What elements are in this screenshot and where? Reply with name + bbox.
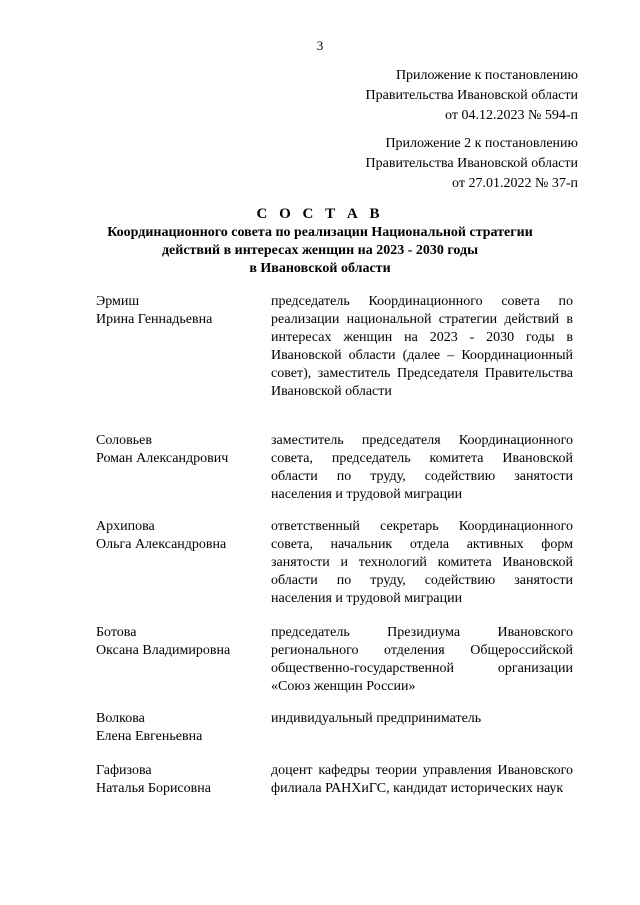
member-surname: Гафизова (96, 763, 152, 778)
member-given-name: Роман Александрович (96, 451, 229, 466)
appendix-current-reference (366, 66, 578, 126)
member-given-name: Елена Евгеньевна (96, 729, 203, 744)
member-role: доцент кафедры теории управления Ивановского филиала РАНХиГС, кандидат исторических наук (271, 763, 573, 796)
appendix-line: Приложение к постановлению (395, 68, 578, 83)
member-given-name: Ольга Александровна (96, 537, 227, 552)
member-name (96, 762, 266, 798)
appendix-line: Правительства Ивановской области (365, 156, 578, 171)
member-name (96, 518, 266, 554)
document-title: С О С Т А В (256, 206, 384, 222)
appendix-line: Правительства Ивановской области (365, 88, 578, 103)
member-surname: Эрмиш (96, 294, 140, 309)
subtitle-line: Координационного совета по реализации Национальной стратегии (107, 225, 533, 240)
subtitle-line: в Ивановской области (249, 261, 391, 276)
member-name (96, 293, 266, 329)
member-surname: Ботова (96, 625, 137, 640)
member-given-name: Наталья Борисовна (96, 781, 211, 796)
member-given-name: Ирина Геннадьевна (96, 312, 213, 327)
member-name (96, 432, 266, 468)
appendix-line: от 27.01.2022 № 37-п (452, 176, 578, 191)
appendix-line: Приложение 2 к постановлению (385, 136, 578, 151)
member-role: председатель Координационного совета по реализации национальной стратегии действий в интересах женщин на 2023 - 2030 годы в Ивановской области (далее – Координационный совет), заместитель Председателя Правительства Ивановской области (271, 294, 573, 399)
member-given-name: Оксана Владимировна (96, 643, 231, 658)
subtitle-line: действий в интересах женщин на 2023 - 2030 годы (161, 243, 479, 258)
appendix-original-reference (366, 134, 578, 194)
member-surname: Соловьев (96, 433, 152, 448)
member-role: заместитель председателя Координационного совета, председатель комитета Ивановской области по труду, содействию занятости населения и трудовой миграции (271, 433, 573, 502)
member-role: председатель Президиума Ивановского регионального отделения Общероссийской общественно-государственной организации «Союз женщин России» (271, 625, 573, 694)
member-name (96, 710, 266, 746)
document-subtitle (0, 224, 640, 278)
member-name (96, 624, 266, 660)
member-role: индивидуальный предприниматель (271, 711, 482, 726)
member-surname: Волкова (96, 711, 145, 726)
member-surname: Архипова (96, 519, 155, 534)
appendix-line: от 04.12.2023 № 594-п (445, 108, 578, 123)
member-role: ответственный секретарь Координационного совета, начальник отдела активных форм занятости и технологий комитета Ивановской области по труду, содействию занятости населения и трудовой миграции (271, 519, 573, 606)
page-number: 3 (316, 38, 324, 53)
